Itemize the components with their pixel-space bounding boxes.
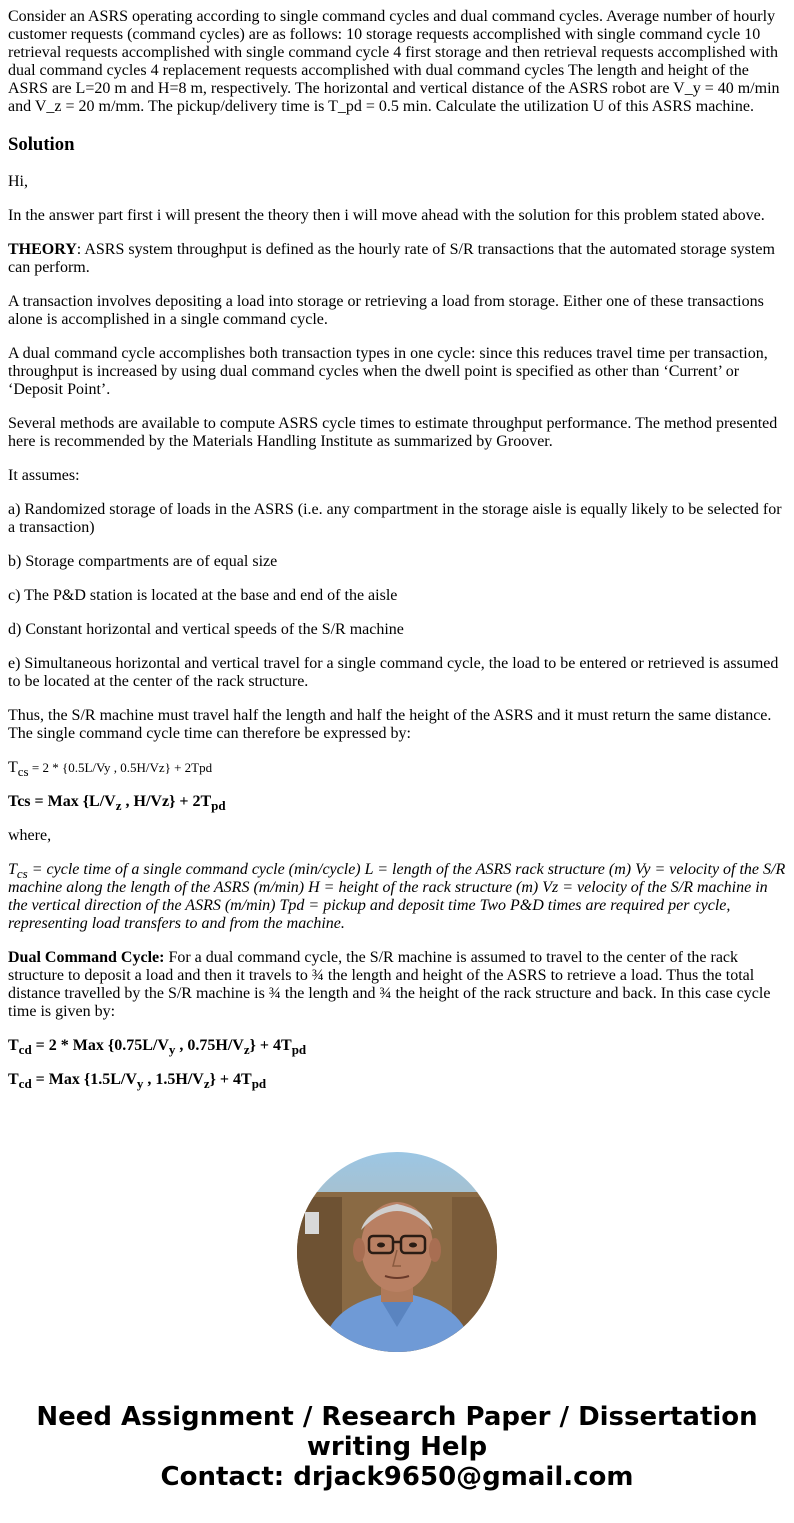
assumption-item: c) The P&D station is located at the base and end of the aisle <box>8 587 398 604</box>
greeting: Hi, <box>8 173 28 190</box>
formula-dual-cycle: $T_{cd} = 2$ * Max {$0.75L/V_y$ , $0.75H/V_z\} + 4T_{pd}$ <box>8 1037 307 1057</box>
assumption-item: e) Simultaneous horizontal and vertical travel for a single command cycle, the load to be entered or retrieved is assumed to be located at the center of the rack structure. <box>8 655 779 690</box>
theory-text: : ASRS system throughput is defined as the hourly rate of S/R transactions that the automated storage system can perform. <box>8 241 775 276</box>
assumption-item: d) Constant horizontal and vertical speeds of the S/R machine <box>8 621 404 638</box>
where-label: where, <box>8 827 52 844</box>
footer-contact: Contact: drjack9650@gmail.com <box>160 1462 634 1492</box>
footer-line-2: writing Help <box>306 1432 488 1462</box>
formula-single-cycle-max: Tcs = Max {$L/V_z$ , $H/Vz\} + 2T_{pd}$ <box>8 793 226 813</box>
footer-line-1: Need Assignment / Research Paper / Dissertation <box>36 1402 758 1432</box>
theory-paragraph <box>8 241 786 277</box>
theory-label: THEORY <box>8 241 77 258</box>
promo-footer <box>0 1402 794 1492</box>
formula-dual-cycle-max: $T_{cd}$ = Max {$1.5L/V_y$ , $1.5H/V_z\} + 4T_{pd}$ <box>8 1071 267 1091</box>
thus-paragraph: Thus, the S/R machine must travel half the length and half the height of the ASRS and it must return the same distance. The single command cycle time can therefore be expressed by: <box>8 707 772 742</box>
transaction-paragraph: A transaction involves depositing a load into storage or retrieving a load from storage. Either one of these transactions alone is accomplished in a single command cycle. <box>8 293 764 328</box>
formula-single-cycle: $T_{cs} = 2 * \{0.5L/Vy$ , 0.5H/Vz} + 2Tpd <box>8 759 213 779</box>
assumption-item: b) Storage compartments are of equal size <box>8 553 278 570</box>
author-avatar <box>297 1152 497 1352</box>
dual-command-label: Dual Command Cycle: <box>8 949 165 966</box>
question-text: Consider an ASRS operating according to single command cycles and dual command cycles. Average number of hourly customer requests (command cycles) are as follows: 10 storage requests accomplished with single command cycle 10 retrieval requests accomplished with single command cycle 4 first storage and then retrieval requests accomplished with dual command cycles 4 replacement requests accomplished with dual command cycles The length and height of the ASRS are L=20 m and H=8 m, respectively. The horizontal and vertical distance of the ASRS robot are V_y = 40 m/min and V_z = 20 m/mm. The pickup/delivery time is T_pd = 0.5 min. Calculate the utilization U of this ASRS machine. <box>8 8 780 115</box>
assumes-paragraph: It assumes: <box>8 467 80 484</box>
dual-paragraph: A dual command cycle accomplishes both transaction types in one cycle: since this reduces travel time per transaction, throughput is increased by using dual command cycles when the dwell point is specified as other than ‘Current’ or ‘Deposit Point’. <box>8 345 768 398</box>
solution-heading: Solution <box>8 134 75 155</box>
methods-paragraph: Several methods are available to compute ASRS cycle times to estimate throughput performance. The method presented here is recommended by the Materials Handling Institute as summarized by Groover. <box>8 415 778 450</box>
portrait-image <box>297 1152 497 1352</box>
intro-paragraph: In the answer part first i will present the theory then i will move ahead with the solution for this problem stated above. <box>8 207 765 224</box>
dual-command-paragraph: Dual Command Cycle: For a dual command cycle, the S/R machine is assumed to travel to the center of the rack structure to deposit a load and then it travels to ¾ the length and height of the ASRS to retrieve a load. Thus the total distance travelled by the S/R machine is ¾ the length and ¾ the height of the rack structure and back. In this case cycle time is given by: <box>8 949 771 1020</box>
assumption-item: a) Randomized storage of loads in the ASRS (i.e. any compartment in the storage aisle is equally likely to be selected for a transaction) <box>8 501 782 536</box>
definitions-paragraph: $T_{cs}$ = cycle time of a single command cycle (min/cycle) L = length of the ASRS rack structure (m) Vy = velocity of the S/R machine along the length of the ASRS (m/min) H = height of the rack structure (m) Vz = velocity of the S/R machine in the vertical direction of the ASRS (m/min) Tpd = pickup and deposit time Two P&D times are required per cycle, representing load transfers to and from the machine. <box>8 861 786 932</box>
